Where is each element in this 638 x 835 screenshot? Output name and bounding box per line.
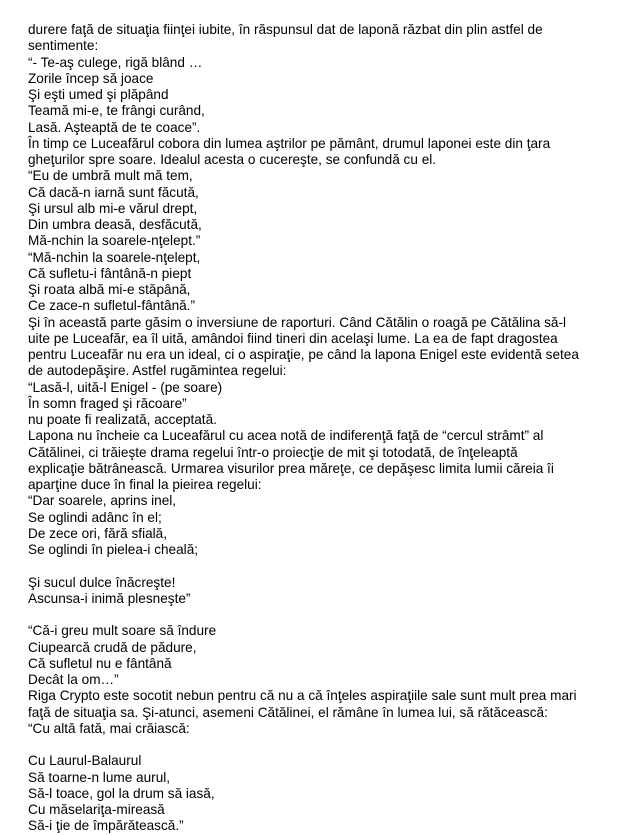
text-line: explicaţie bătrânească. Urmarea visurilor prea măreţe, ce depăşesc limita lumii căreia îi xyxy=(28,460,554,476)
text-line: Ce zace-n sufletul-fântână.” xyxy=(28,298,195,314)
text-line: sentimente: xyxy=(28,38,99,54)
text-line: durere faţă de situaţia fiinţei iubite, în răspunsul dat de laponă răzbat din plin astfel de xyxy=(28,22,543,37)
text-line: Din umbra deasă, desfăcută, xyxy=(28,217,202,232)
text-line: De zece ori, fără sfială, xyxy=(28,525,168,541)
text-line: Că sufletul nu e fântână xyxy=(28,655,172,671)
text-line: “Mă-nchin la soarele-nţelept, xyxy=(28,249,201,265)
blank-line xyxy=(28,607,613,623)
text-line: Şi eşti umed şi plăpând xyxy=(28,87,169,102)
text-line: Decât la om…” xyxy=(28,672,119,687)
text-line: nu poate fi realizată, acceptată. xyxy=(28,412,217,427)
text-line: pentru Luceafăr nu era un ideal, ci o aspiraţie, pe când la lapona Enigel este evidentă setea xyxy=(28,347,579,362)
text-line: de autodepăşire. Astfel rugămintea regelui: xyxy=(28,363,287,379)
text-line: Că dacă-n iarnă sunt făcută, xyxy=(28,184,199,200)
text-line: Lapona nu încheie ca Luceafărul cu acea notă de indiferenţă faţă de “cercul strâmt” al xyxy=(28,428,544,444)
text-line: Şi sucul dulce înăcreşte! xyxy=(28,574,176,590)
text-line: aparţine duce în final la pieirea regelui: xyxy=(28,477,262,492)
text-line: Cătălinei, ci trăieşte drama regelui într-o proiecţie de mit şi totodată, de înţeleaptă xyxy=(28,444,518,460)
text-line: “Eu de umbră mult mă tem, xyxy=(28,168,193,184)
text-line: În timp ce Luceafărul cobora din lumea aştrilor pe pământ, drumul laponei este din ţara xyxy=(28,135,551,151)
text-line: Că sufletu-i fântână-n piept xyxy=(28,265,192,281)
text-line: “Lasă-l, uită-l Enigel - (pe soare) xyxy=(28,379,223,395)
text-line: Lasă. Aşteaptă de te coace”. xyxy=(28,119,201,135)
text-line: Să-i ţie de împărătească.” xyxy=(28,818,184,834)
text-line: gheţurilor spre soare. Idealul acesta o cucereşte, se confundă cu el. xyxy=(28,152,437,167)
text-line: Ascunsa-i inimă plesneşte” xyxy=(28,590,191,606)
text-line: Cu măselariţa-mireasă xyxy=(28,802,165,817)
text-line: Se oglindi în pielea-i cheală; xyxy=(28,542,199,557)
text-line: “Dar soarele, aprins inel, xyxy=(28,493,177,509)
text-line: Să toarne-n lume aurul, xyxy=(28,769,171,785)
text-line: Să-l toace, gol la drum să iasă, xyxy=(28,785,215,801)
text-line: “Cu altă fată, mai crăiască: xyxy=(28,720,190,736)
text-line: Zorile încep să joace xyxy=(28,70,154,86)
document-body xyxy=(28,22,613,835)
text-line: În somn fraged şi răcoare” xyxy=(28,395,187,411)
text-line: faţă de situaţia sa. Şi-atunci, asemeni Cătălinei, el rămâne în lumea lui, să rătăcească: xyxy=(28,704,548,720)
text-line: “- Te-aş culege, rigă blând … xyxy=(28,54,203,70)
text-line: Se oglindi adânc în el; xyxy=(28,509,162,525)
text-line: Ciupearcă crudă de pădure, xyxy=(28,639,197,655)
text-line: Şi roata albă mi-e stăpână, xyxy=(28,282,191,297)
blank-line xyxy=(28,558,613,574)
text-line: Şi în această parte găsim o inversiune de raporturi. Când Cătălin o roagă pe Cătălina să-l xyxy=(28,314,567,330)
text-line: “Că-i greu mult soare să îndure xyxy=(28,623,217,639)
text-line: Teamă mi-e, te frângi curând, xyxy=(28,103,205,119)
text-line: Şi ursul alb mi-e vărul drept, xyxy=(28,200,198,216)
blank-line xyxy=(28,737,613,753)
text-line: Mă-nchin la soarele-nţelept.” xyxy=(28,233,201,249)
text-line: uite pe Luceafăr, ea îl uită, amândoi fiind tineri din acelaşi lume. La ea de fapt dragostea xyxy=(28,330,558,346)
text-line: Riga Crypto este socotit nebun pentru că nu a că înţeles aspiraţiile sale sunt mult prea mari xyxy=(28,688,577,704)
text-line: Cu Laurul-Balaurul xyxy=(28,753,142,769)
